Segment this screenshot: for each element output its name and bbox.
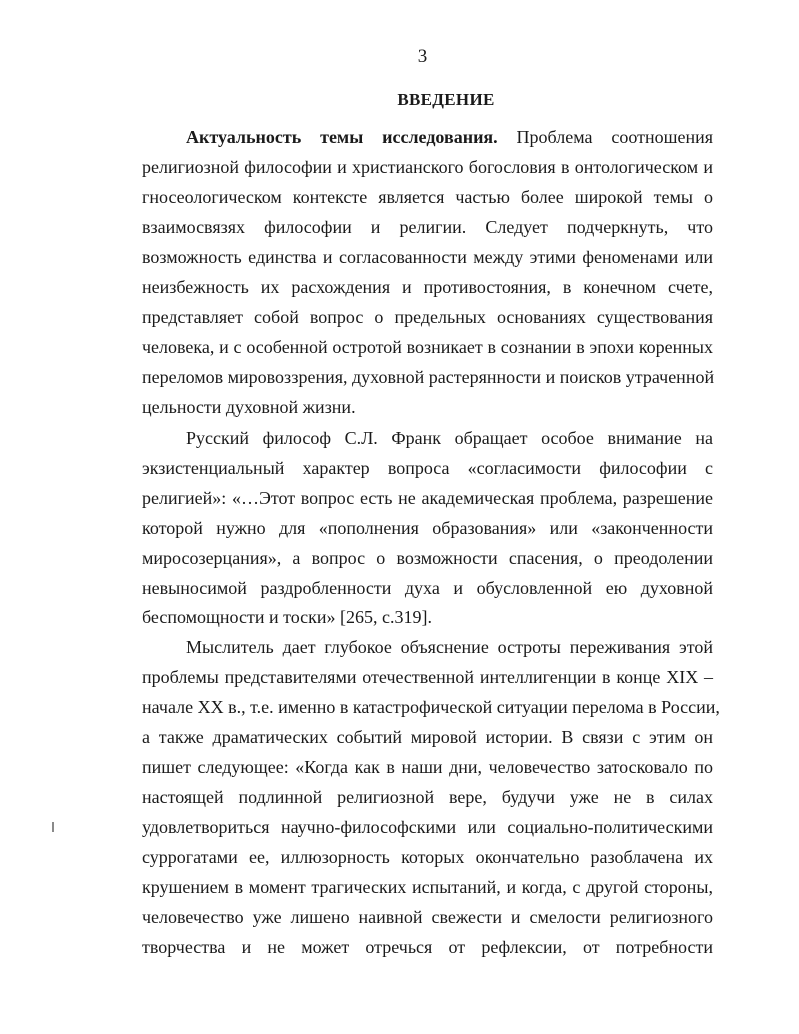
paragraph-line: представляет собой вопрос о предельных основаниях существования bbox=[142, 307, 713, 327]
paragraph-line: удовлетвориться научно-философскими или социально-политическими bbox=[142, 817, 713, 837]
paragraph-line: Мыслитель дает глубокое объяснение остроты переживания этой bbox=[186, 637, 713, 657]
paragraph-line: гносеологическом контексте является частью более широкой темы о bbox=[142, 187, 713, 207]
paragraph-line: настоящей подлинной религиозной вере, будучи уже не в силах bbox=[142, 787, 713, 807]
paragraph-line: экзистенциальный характер вопроса «согласимости философии с bbox=[142, 458, 713, 478]
paragraph-line: проблемы представителями отечественной интеллигенции в конце XIX – bbox=[142, 667, 713, 687]
paragraph-line: невыносимой раздробленности духа и обусловленной ею духовной bbox=[142, 578, 713, 598]
page-number: 3 bbox=[417, 46, 428, 67]
paragraph-line: взаимосвязях философии и религии. Следует подчеркнуть, что bbox=[142, 217, 713, 237]
paragraph-line: крушением в момент трагических испытаний, и когда, с другой стороны, bbox=[142, 877, 713, 897]
paragraph-line: человечество уже лишено наивной свежести и смелости религиозного bbox=[142, 907, 713, 927]
paragraph-line: которой нужно для «пополнения образования» или «законченности bbox=[142, 518, 713, 538]
paragraph-line: человека, и с особенной остротой возникает в сознании в эпохи коренных bbox=[142, 337, 713, 357]
paragraph-line: пишет следующее: «Когда как в наши дни, человечество затосковало по bbox=[142, 757, 713, 777]
paragraph-line: Русский философ С.Л. Франк обращает особое внимание на bbox=[186, 428, 713, 448]
scan-artifact-mark bbox=[52, 822, 54, 832]
paragraph-line: возможность единства и согласованности между этими феноменами или bbox=[142, 247, 713, 267]
paragraph-line: творчества и не может отречься от рефлексии, от потребности bbox=[142, 937, 713, 957]
paragraph-lead-bold: Актуальность темы исследования. bbox=[186, 127, 498, 147]
paragraph-line: миросозерцания», а вопрос о возможности спасения, о преодолении bbox=[142, 548, 713, 568]
paragraph-line bbox=[186, 126, 713, 148]
paragraph-line: религией»: «…Этот вопрос есть не академическая проблема, разрешение bbox=[142, 488, 713, 508]
paragraph-line: неизбежность их расхождения и противостояния, в конечном счете, bbox=[142, 277, 713, 297]
paragraph-line: а также драматических событий мировой истории. В связи с этим он bbox=[142, 727, 713, 747]
paragraph-line: суррогатами ее, иллюзорность которых окончательно разоблачена их bbox=[142, 847, 713, 867]
paragraph-line-text: Проблема соотношения bbox=[497, 127, 713, 147]
paragraph-line: переломов мировоззрения, духовной растерянности и поисков утраченной bbox=[142, 367, 715, 387]
section-heading: ВВЕДЕНИЕ bbox=[397, 90, 495, 109]
paragraph-line: цельности духовной жизни. bbox=[142, 397, 356, 417]
paragraph-line: начале XX в., т.е. именно в катастрофической ситуации перелома в России, bbox=[142, 697, 720, 717]
paragraph-line: религиозной философии и христианского богословия в онтологическом и bbox=[142, 157, 713, 177]
paragraph-line: беспомощности и тоски» [265, с.319]. bbox=[142, 607, 433, 627]
